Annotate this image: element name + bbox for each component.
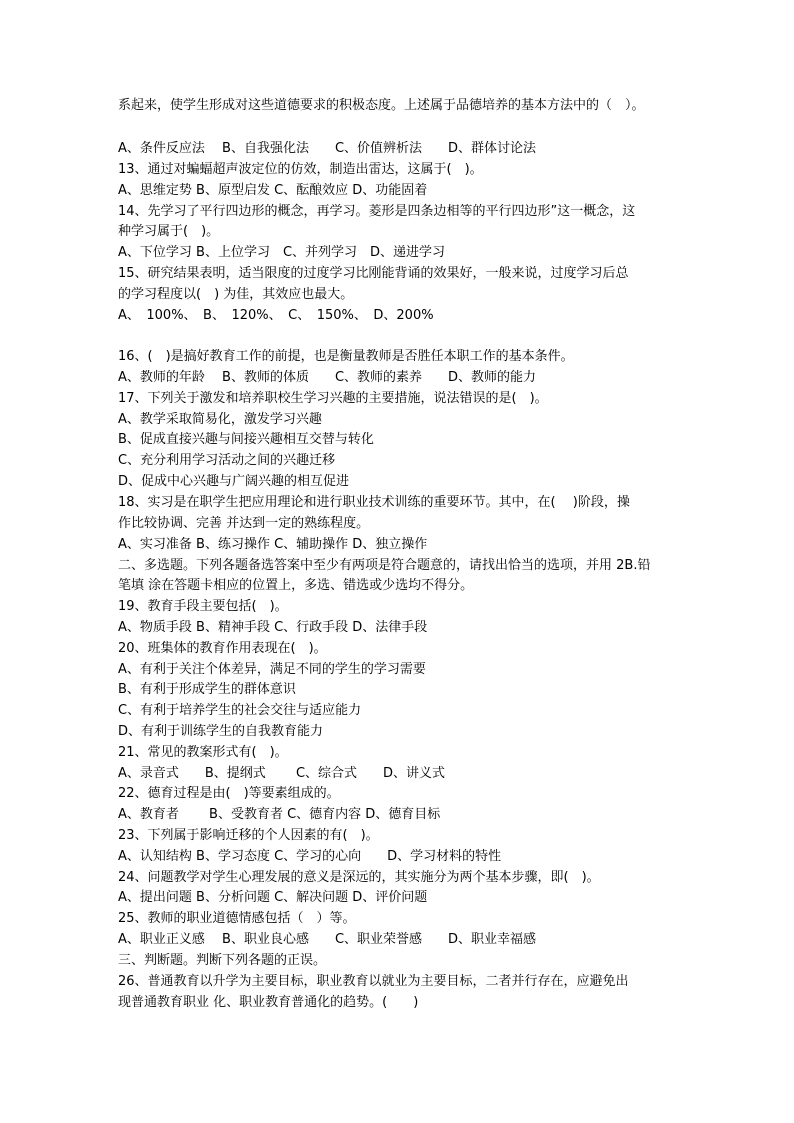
text-line: A、有利于关注个体差异，满足不同的学生的学习需要 [118, 662, 426, 677]
text-line: A、教学采取简易化，激发学习兴趣 [118, 412, 322, 427]
text-line: A、职业正义感 B、职业良心感 C、职业荣誉感 D、职业幸福感 [118, 932, 537, 947]
text-line: 13、通过对蝙蝠超声波定位的仿效，制造出雷达，这属于( )。 [118, 162, 483, 177]
text-line: A、教育者 B、受教育者 C、德育内容 D、德育目标 [118, 807, 441, 822]
text-line: A、提出问题 B、分析问题 C、解决问题 D、评价问题 [118, 890, 428, 905]
text-line: D、有利于训练学生的自我教育能力 [118, 724, 324, 739]
text-line: 25、教师的职业道德情感包括（ ）等。 [118, 911, 356, 926]
text-line: 的学习程度以( ) 为佳，其效应也最大。 [118, 287, 354, 302]
text-line: 16、( )是搞好教育工作的前提，也是衡量教师是否胜任本职工作的基本条件。 [118, 349, 574, 364]
text-line: 22、德育过程是由( )等要素组成的。 [118, 786, 340, 801]
text-line: 二、多选题。下列各题备选答案中至少有两项是符合题意的，请找出恰当的选项，并用 2B.铅 [118, 558, 651, 573]
text-line: C、有利于培养学生的社会交往与适应能力 [118, 703, 362, 718]
text-line: A、 100%、 B、 120%、 C、 150%、 D、200% [118, 308, 434, 323]
text-line: A、条件反应法 B、自我强化法 C、价值辨析法 D、群体讨论法 [118, 141, 537, 156]
text-line: 系起来，使学生形成对这些道德要求的积极态度。上述属于品德培养的基本方法中的（ ）。 [118, 98, 645, 113]
text-line: B、有利于形成学生的群体意识 [118, 682, 296, 697]
text-line: 24、问题教学对学生心理发展的意义是深远的，其实施分为两个基本步骤，即( )。 [118, 870, 600, 885]
text-line: D、促成中心兴趣与广阔兴趣的相互促进 [118, 474, 350, 489]
text-line: A、实习准备 B、练习操作 C、辅助操作 D、独立操作 [118, 537, 428, 552]
text-line: 26、普通教育以升学为主要目标，职业教育以就业为主要目标，二者并行存在，应避免出 [118, 974, 629, 989]
text-line: 20、班集体的教育作用表现在( )。 [118, 641, 327, 656]
text-line: A、教师的年龄 B、教师的体质 C、教师的素养 D、教师的能力 [118, 370, 537, 385]
text-line: 21、常见的教案形式有( )。 [118, 745, 288, 760]
text-line: 种学习属于( )。 [118, 224, 220, 239]
text-line: A、下位学习 B、上位学习 C、并列学习 D、递进学习 [118, 245, 446, 260]
text-line: 14、先学习了平行四边形的概念，再学习。菱形是四条边相等的平行四边形”这一概念，这 [118, 204, 636, 219]
text-line: C、充分利用学习活动之间的兴趣迁移 [118, 453, 336, 468]
text-line: 18、实习是在职学生把应用理论和进行职业技术训练的重要环节。其中，在( )阶段，操 [118, 495, 630, 510]
text-line: 三、判断题。判断下列各题的正误。 [118, 953, 327, 968]
text-line: B、促成直接兴趣与间接兴趣相互交替与转化 [118, 432, 374, 447]
text-line: 15、研究结果表明，适当限度的过度学习比刚能背诵的效果好，一般来说，过度学习后总 [118, 266, 629, 281]
text-line: 19、教育手段主要包括( )。 [118, 599, 288, 614]
text-line: A、认知结构 B、学习态度 C、学习的心向 D、学习材料的特性 [118, 849, 502, 864]
text-line: 作比较协调、完善 并达到一定的熟练程度。 [118, 516, 370, 531]
text-line: 17、下列关于激发和培养职校生学习兴趣的主要措施，说法错误的是( )。 [118, 391, 548, 406]
text-line: 23、下列属于影响迁移的个人因素的有( )。 [118, 828, 379, 843]
text-line: A、思维定势 B、原型启发 C、酝酿效应 D、功能固着 [118, 183, 428, 198]
text-line: A、录音式 B、提纲式 C、综合式 D、讲义式 [118, 766, 446, 781]
text-line: 现普通教育职业 化、职业教育普通化的趋势。( ) [118, 995, 419, 1010]
text-line: A、物质手段 B、精神手段 C、行政手段 D、法律手段 [118, 620, 428, 635]
text-line: 笔填 涂在答题卡相应的位置上，多选、错选或少选均不得分。 [118, 578, 474, 593]
